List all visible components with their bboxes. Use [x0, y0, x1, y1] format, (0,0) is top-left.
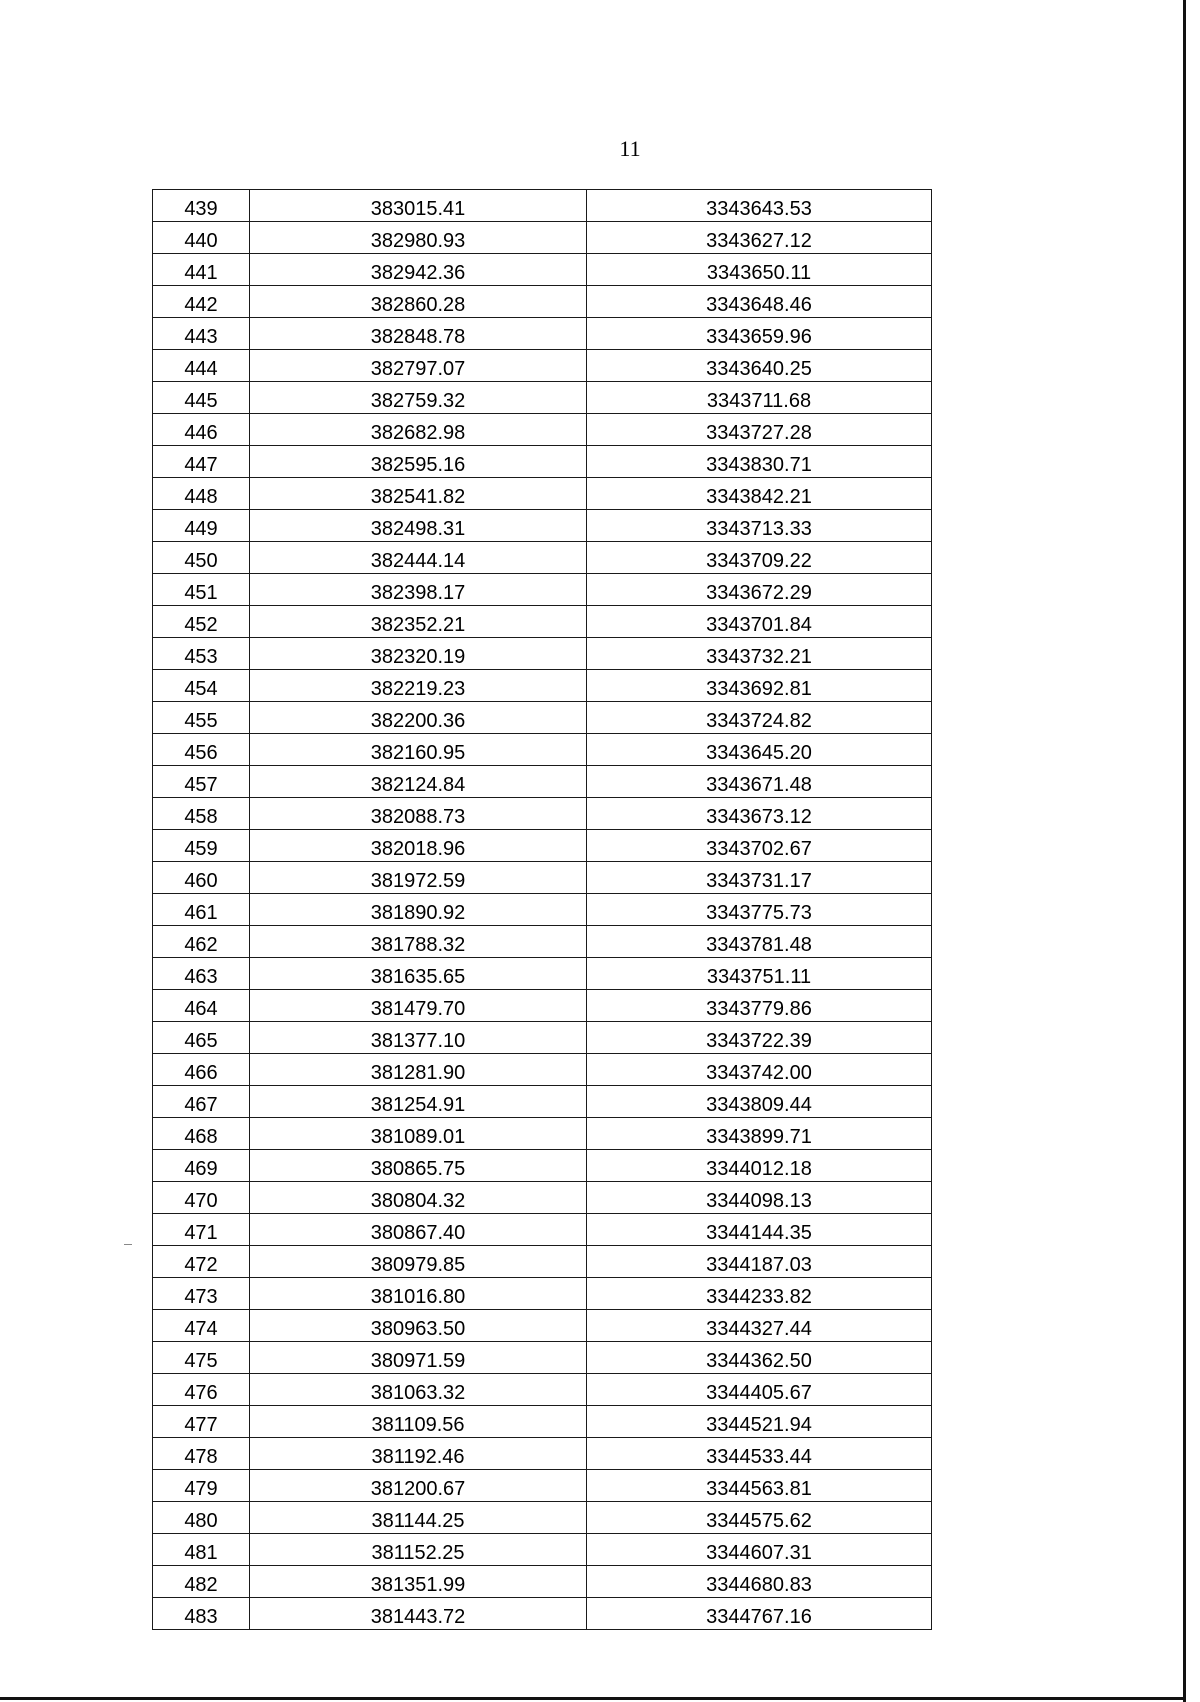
table-row — [153, 1086, 932, 1118]
y-coordinate-cell: 3344233.82 — [587, 1278, 932, 1310]
table-row — [153, 1598, 932, 1630]
table-row — [153, 318, 932, 350]
point-number-cell: 453 — [153, 638, 250, 670]
point-number-cell: 472 — [153, 1246, 250, 1278]
x-coordinate-cell: 380804.32 — [250, 1182, 587, 1214]
y-coordinate-cell: 3344012.18 — [587, 1150, 932, 1182]
x-coordinate-cell: 381254.91 — [250, 1086, 587, 1118]
y-coordinate-cell: 3343751.11 — [587, 958, 932, 990]
y-coordinate-cell: 3343724.82 — [587, 702, 932, 734]
point-number-cell: 457 — [153, 766, 250, 798]
x-coordinate-cell: 382018.96 — [250, 830, 587, 862]
table-row — [153, 926, 932, 958]
table-row — [153, 382, 932, 414]
point-number-cell: 463 — [153, 958, 250, 990]
point-number-cell: 471 — [153, 1214, 250, 1246]
point-number-cell: 480 — [153, 1502, 250, 1534]
table-row — [153, 734, 932, 766]
y-coordinate-cell: 3344187.03 — [587, 1246, 932, 1278]
table-row — [153, 1022, 932, 1054]
table-row — [153, 606, 932, 638]
table-row — [153, 1054, 932, 1086]
y-coordinate-cell: 3343711.68 — [587, 382, 932, 414]
point-number-cell: 441 — [153, 254, 250, 286]
point-number-cell: 447 — [153, 446, 250, 478]
point-number-cell: 448 — [153, 478, 250, 510]
y-coordinate-cell: 3343673.12 — [587, 798, 932, 830]
table-row — [153, 670, 932, 702]
y-coordinate-cell: 3343650.11 — [587, 254, 932, 286]
point-number-cell: 444 — [153, 350, 250, 382]
table-row — [153, 1182, 932, 1214]
table-row — [153, 254, 932, 286]
x-coordinate-cell: 381788.32 — [250, 926, 587, 958]
x-coordinate-cell: 381063.32 — [250, 1374, 587, 1406]
y-coordinate-cell: 3344575.62 — [587, 1502, 932, 1534]
scan-mark — [124, 1244, 132, 1245]
x-coordinate-cell: 380865.75 — [250, 1150, 587, 1182]
table-row — [153, 1374, 932, 1406]
x-coordinate-cell: 382848.78 — [250, 318, 587, 350]
point-number-cell: 464 — [153, 990, 250, 1022]
y-coordinate-cell: 3344533.44 — [587, 1438, 932, 1470]
y-coordinate-cell: 3343627.12 — [587, 222, 932, 254]
table-row — [153, 1438, 932, 1470]
table-row — [153, 1470, 932, 1502]
y-coordinate-cell: 3344680.83 — [587, 1566, 932, 1598]
point-number-cell: 458 — [153, 798, 250, 830]
x-coordinate-cell: 381089.01 — [250, 1118, 587, 1150]
point-number-cell: 442 — [153, 286, 250, 318]
point-number-cell: 467 — [153, 1086, 250, 1118]
y-coordinate-cell: 3343742.00 — [587, 1054, 932, 1086]
y-coordinate-cell: 3343775.73 — [587, 894, 932, 926]
y-coordinate-cell: 3343640.25 — [587, 350, 932, 382]
point-number-cell: 451 — [153, 574, 250, 606]
x-coordinate-cell: 382541.82 — [250, 478, 587, 510]
x-coordinate-cell: 381377.10 — [250, 1022, 587, 1054]
point-number-cell: 462 — [153, 926, 250, 958]
y-coordinate-cell: 3343709.22 — [587, 542, 932, 574]
y-coordinate-cell: 3343672.29 — [587, 574, 932, 606]
x-coordinate-cell: 382219.23 — [250, 670, 587, 702]
point-number-cell: 466 — [153, 1054, 250, 1086]
point-number-cell: 439 — [153, 190, 250, 222]
y-coordinate-cell: 3343732.21 — [587, 638, 932, 670]
x-coordinate-cell: 383015.41 — [250, 190, 587, 222]
y-coordinate-cell: 3343842.21 — [587, 478, 932, 510]
x-coordinate-cell: 381109.56 — [250, 1406, 587, 1438]
x-coordinate-cell: 382088.73 — [250, 798, 587, 830]
table-row — [153, 990, 932, 1022]
table-row — [153, 1566, 932, 1598]
table-row — [153, 1150, 932, 1182]
coordinate-table — [152, 189, 932, 1630]
x-coordinate-cell: 381281.90 — [250, 1054, 587, 1086]
table-row — [153, 478, 932, 510]
point-number-cell: 440 — [153, 222, 250, 254]
point-number-cell: 465 — [153, 1022, 250, 1054]
point-number-cell: 443 — [153, 318, 250, 350]
x-coordinate-cell: 382444.14 — [250, 542, 587, 574]
table-row — [153, 1214, 932, 1246]
x-coordinate-cell: 381443.72 — [250, 1598, 587, 1630]
x-coordinate-cell: 382595.16 — [250, 446, 587, 478]
y-coordinate-cell: 3343713.33 — [587, 510, 932, 542]
y-coordinate-cell: 3344362.50 — [587, 1342, 932, 1374]
table-row — [153, 190, 932, 222]
x-coordinate-cell: 381016.80 — [250, 1278, 587, 1310]
page-number: 11 — [619, 136, 641, 161]
table-row — [153, 766, 932, 798]
x-coordinate-cell: 382498.31 — [250, 510, 587, 542]
table-row — [153, 1502, 932, 1534]
table-row — [153, 574, 932, 606]
x-coordinate-cell: 382682.98 — [250, 414, 587, 446]
y-coordinate-cell: 3344521.94 — [587, 1406, 932, 1438]
x-coordinate-cell: 382160.95 — [250, 734, 587, 766]
table-row — [153, 798, 932, 830]
x-coordinate-cell: 380963.50 — [250, 1310, 587, 1342]
point-number-cell: 450 — [153, 542, 250, 574]
x-coordinate-cell: 381479.70 — [250, 990, 587, 1022]
table-row — [153, 510, 932, 542]
y-coordinate-cell: 3344767.16 — [587, 1598, 932, 1630]
point-number-cell: 446 — [153, 414, 250, 446]
x-coordinate-cell: 380867.40 — [250, 1214, 587, 1246]
point-number-cell: 461 — [153, 894, 250, 926]
point-number-cell: 478 — [153, 1438, 250, 1470]
table-row — [153, 1278, 932, 1310]
table-row — [153, 1246, 932, 1278]
y-coordinate-cell: 3344144.35 — [587, 1214, 932, 1246]
point-number-cell: 473 — [153, 1278, 250, 1310]
x-coordinate-cell: 381351.99 — [250, 1566, 587, 1598]
y-coordinate-cell: 3343692.81 — [587, 670, 932, 702]
y-coordinate-cell: 3344327.44 — [587, 1310, 932, 1342]
y-coordinate-cell: 3343731.17 — [587, 862, 932, 894]
y-coordinate-cell: 3343643.53 — [587, 190, 932, 222]
table-row — [153, 1342, 932, 1374]
point-number-cell: 445 — [153, 382, 250, 414]
y-coordinate-cell: 3343701.84 — [587, 606, 932, 638]
x-coordinate-cell: 380979.85 — [250, 1246, 587, 1278]
x-coordinate-cell: 382797.07 — [250, 350, 587, 382]
x-coordinate-cell: 381192.46 — [250, 1438, 587, 1470]
y-coordinate-cell: 3343648.46 — [587, 286, 932, 318]
y-coordinate-cell: 3343659.96 — [587, 318, 932, 350]
point-number-cell: 479 — [153, 1470, 250, 1502]
point-number-cell: 476 — [153, 1374, 250, 1406]
table-row — [153, 1310, 932, 1342]
point-number-cell: 454 — [153, 670, 250, 702]
point-number-cell: 483 — [153, 1598, 250, 1630]
x-coordinate-cell: 381144.25 — [250, 1502, 587, 1534]
point-number-cell: 477 — [153, 1406, 250, 1438]
x-coordinate-cell: 382320.19 — [250, 638, 587, 670]
point-number-cell: 449 — [153, 510, 250, 542]
x-coordinate-cell: 382200.36 — [250, 702, 587, 734]
x-coordinate-cell: 382398.17 — [250, 574, 587, 606]
point-number-cell: 475 — [153, 1342, 250, 1374]
y-coordinate-cell: 3343779.86 — [587, 990, 932, 1022]
point-number-cell: 452 — [153, 606, 250, 638]
point-number-cell: 468 — [153, 1118, 250, 1150]
x-coordinate-cell: 382124.84 — [250, 766, 587, 798]
table-row — [153, 958, 932, 990]
table-row — [153, 1534, 932, 1566]
y-coordinate-cell: 3344098.13 — [587, 1182, 932, 1214]
point-number-cell: 459 — [153, 830, 250, 862]
x-coordinate-cell: 381152.25 — [250, 1534, 587, 1566]
page-right-edge — [1183, 0, 1186, 1702]
y-coordinate-cell: 3343899.71 — [587, 1118, 932, 1150]
table-row — [153, 862, 932, 894]
y-coordinate-cell: 3343702.67 — [587, 830, 932, 862]
page-bottom-edge — [0, 1697, 1186, 1700]
x-coordinate-cell: 382860.28 — [250, 286, 587, 318]
table-row — [153, 1118, 932, 1150]
table-row — [153, 894, 932, 926]
point-number-cell: 455 — [153, 702, 250, 734]
y-coordinate-cell: 3343830.71 — [587, 446, 932, 478]
x-coordinate-cell: 382942.36 — [250, 254, 587, 286]
y-coordinate-cell: 3343809.44 — [587, 1086, 932, 1118]
y-coordinate-cell: 3343781.48 — [587, 926, 932, 958]
y-coordinate-cell: 3344607.31 — [587, 1534, 932, 1566]
point-number-cell: 456 — [153, 734, 250, 766]
point-number-cell: 482 — [153, 1566, 250, 1598]
table-row — [153, 350, 932, 382]
table-row — [153, 1406, 932, 1438]
x-coordinate-cell: 381972.59 — [250, 862, 587, 894]
x-coordinate-cell: 381200.67 — [250, 1470, 587, 1502]
table-row — [153, 222, 932, 254]
x-coordinate-cell: 381635.65 — [250, 958, 587, 990]
x-coordinate-cell: 382352.21 — [250, 606, 587, 638]
table-row — [153, 414, 932, 446]
point-number-cell: 469 — [153, 1150, 250, 1182]
y-coordinate-cell: 3344405.67 — [587, 1374, 932, 1406]
x-coordinate-cell: 380971.59 — [250, 1342, 587, 1374]
x-coordinate-cell: 382980.93 — [250, 222, 587, 254]
y-coordinate-cell: 3343727.28 — [587, 414, 932, 446]
y-coordinate-cell: 3343722.39 — [587, 1022, 932, 1054]
point-number-cell: 474 — [153, 1310, 250, 1342]
point-number-cell: 470 — [153, 1182, 250, 1214]
x-coordinate-cell: 382759.32 — [250, 382, 587, 414]
table-row — [153, 702, 932, 734]
point-number-cell: 481 — [153, 1534, 250, 1566]
y-coordinate-cell: 3343645.20 — [587, 734, 932, 766]
table-row — [153, 638, 932, 670]
x-coordinate-cell: 381890.92 — [250, 894, 587, 926]
table-row — [153, 830, 932, 862]
table-row — [153, 542, 932, 574]
table-row — [153, 446, 932, 478]
point-number-cell: 460 — [153, 862, 250, 894]
y-coordinate-cell: 3343671.48 — [587, 766, 932, 798]
coordinate-table-body — [153, 190, 932, 1630]
y-coordinate-cell: 3344563.81 — [587, 1470, 932, 1502]
table-row — [153, 286, 932, 318]
